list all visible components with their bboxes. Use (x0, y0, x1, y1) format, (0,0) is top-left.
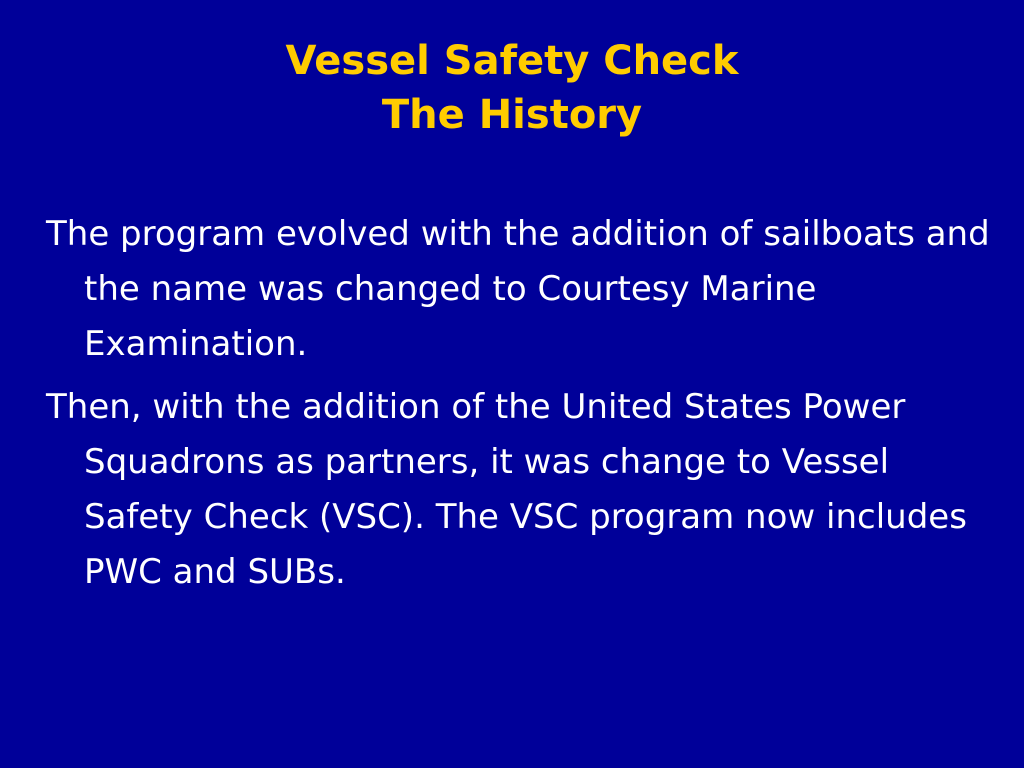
title-line-2: The History (381, 92, 643, 138)
slide-body (46, 207, 1006, 608)
paragraph-1: The program evolved with the addition of sailboats and the name was changed to Courtesy Marine Examination. (46, 214, 990, 364)
title-line-1: Vessel Safety Check (285, 38, 739, 84)
slide-title (0, 34, 1024, 142)
paragraph-2: Then, with the addition of the United States Power Squadrons as partners, it was change to Vessel Safety Check (VSC). The VSC program now includes PWC and SUBs. (46, 387, 967, 592)
